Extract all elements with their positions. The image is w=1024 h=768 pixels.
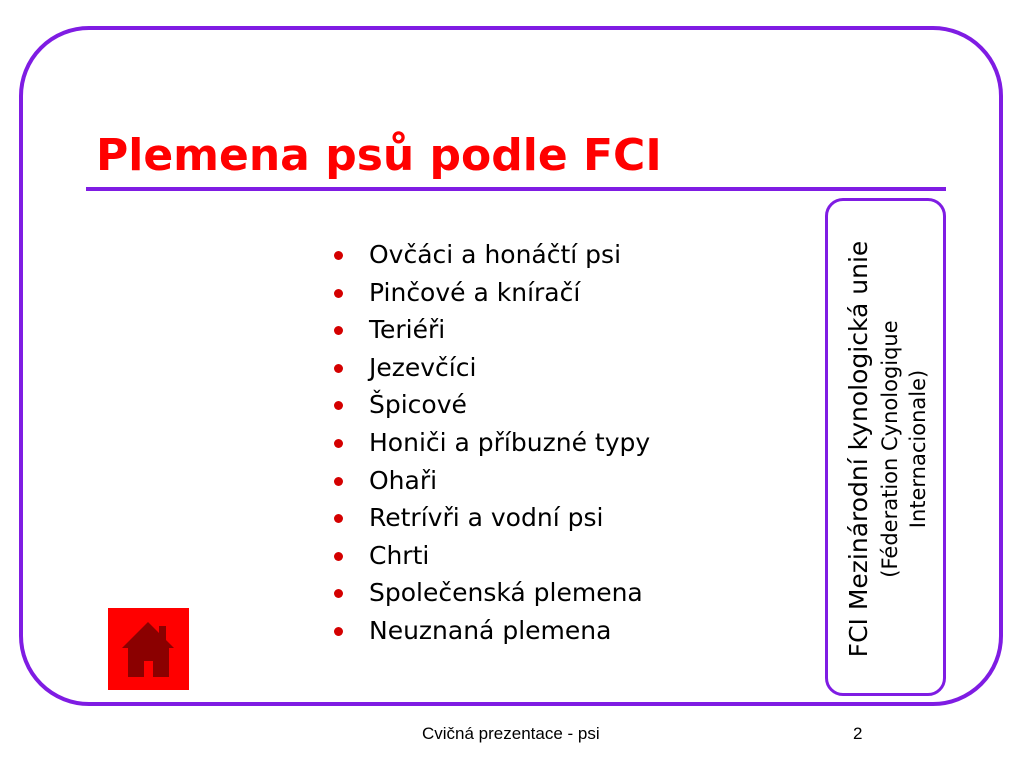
bullet-icon — [334, 401, 343, 410]
bullet-icon — [334, 514, 343, 523]
bullet-icon — [334, 251, 343, 260]
list-item-label: Chrti — [369, 540, 430, 570]
list-item — [332, 462, 650, 500]
bullet-icon — [334, 589, 343, 598]
list-item-label: Retrívři a vodní psi — [369, 503, 604, 533]
list-item-label: Ohaři — [369, 465, 438, 495]
bullet-icon — [334, 552, 343, 561]
breed-list — [332, 236, 650, 650]
bullet-icon — [334, 326, 343, 335]
list-item-label: Společenská plemena — [369, 578, 643, 608]
list-item-label: Teriéři — [369, 315, 446, 345]
list-item — [332, 424, 650, 462]
list-item-label: Jezevčíci — [369, 352, 477, 382]
list-item — [332, 499, 650, 537]
bullet-icon — [334, 289, 343, 298]
bullet-icon — [334, 364, 343, 373]
list-item — [332, 274, 650, 312]
list-item — [332, 612, 650, 650]
list-item-label: Neuznaná plemena — [369, 615, 612, 645]
list-item — [332, 537, 650, 575]
list-item — [332, 236, 650, 274]
list-item — [332, 574, 650, 612]
fci-note-line-1: FCI Mezinárodní kynologická unie — [844, 240, 873, 658]
fci-note-box — [825, 198, 946, 696]
list-item — [332, 386, 650, 424]
list-item — [332, 349, 650, 387]
list-item — [332, 311, 650, 349]
bullet-icon — [334, 439, 343, 448]
home-button[interactable] — [108, 608, 189, 690]
footer-page-number: 2 — [853, 724, 863, 743]
title-divider — [86, 187, 946, 191]
list-item-label: Ovčáci a honáčtí psi — [369, 240, 622, 269]
bullet-icon — [334, 477, 343, 486]
list-item-label: Pinčové a kníračí — [369, 277, 581, 307]
fci-note-line-3: Internacionale) — [906, 369, 930, 529]
slide-title: Plemena psů podle FCI — [96, 130, 662, 181]
footer-presentation-title: Cvičná prezentace - psi — [422, 724, 600, 743]
bullet-icon — [334, 627, 343, 636]
list-item-label: Honiči a příbuzné typy — [369, 427, 651, 457]
home-icon — [108, 608, 189, 690]
fci-note-line-2: (Féderation Cynologique — [878, 320, 902, 578]
list-item-label: Špicové — [369, 390, 467, 420]
fci-note-text — [842, 204, 932, 694]
